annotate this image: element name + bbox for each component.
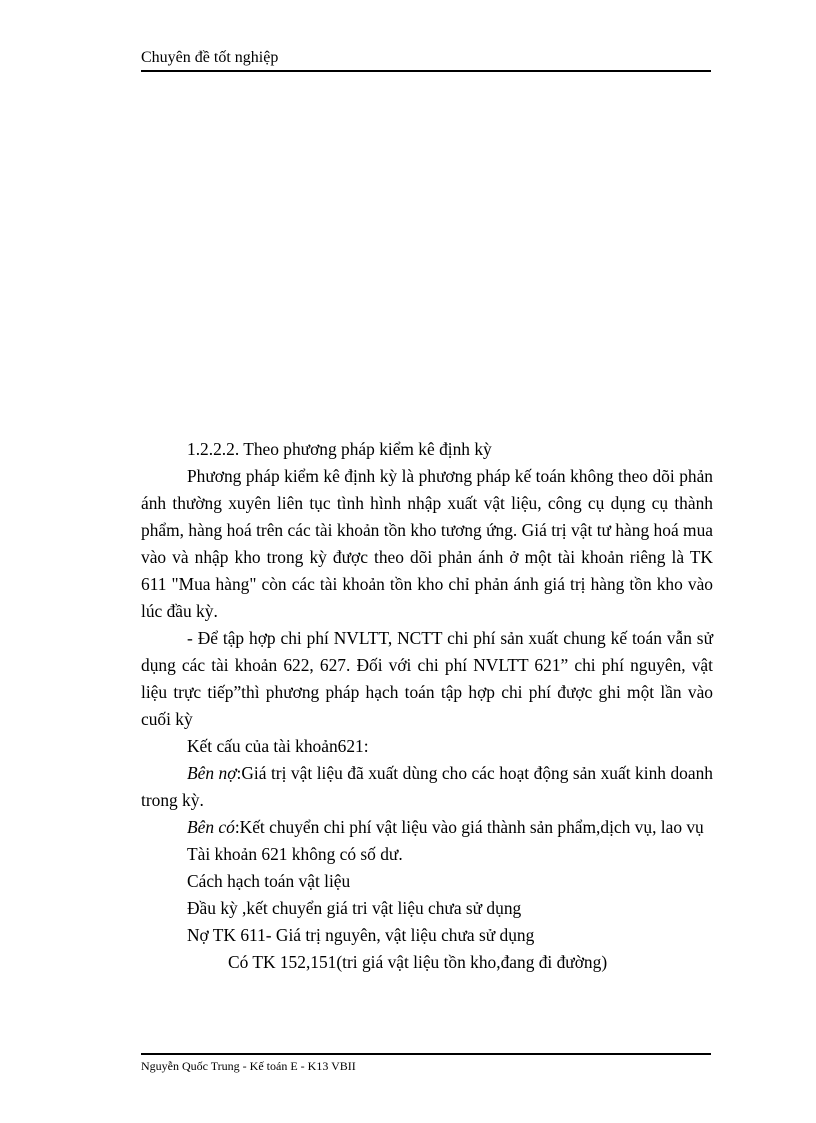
- credit-label: Bên có: [187, 817, 235, 837]
- page-footer: Nguyễn Quốc Trung - Kế toán E - K13 VBII: [141, 1059, 356, 1073]
- accounting-method-title: Cách hạch toán vật liệu: [187, 871, 351, 891]
- paragraph-method-description: Phương pháp kiểm kê định kỳ là phương pháp kế toán không theo dõi phản ánh thường xuyên liên tục tình hình nhập xuất vật liệu, công cụ dụng cụ thành phẩm, hàng hoá trên các tài khoản tồn kho tương ứng. Giá trị vật tư hàng hoá mua vào và nhập kho trong kỳ được theo dõi phản ánh ở một tài khoản riêng là TK 611 "Mua hàng" còn các tài khoản tồn kho chỉ phản ánh giá trị hàng tồn kho vào lúc đầu kỳ.: [141, 466, 713, 621]
- debit-side: [141, 760, 713, 814]
- paragraph-cost-aggregation: - Để tập hợp chi phí NVLTT, NCTT chi phí sản xuất chung kế toán vẫn sử dụng các tài khoản 622, 627. Đối với chi phí NVLTT 621” chi phí nguyên, vật liệu trực tiếp”thì phương pháp hạch toán tập hợp chi phí được ghi một lần vào cuối kỳ: [141, 628, 713, 729]
- no-balance-note: Tài khoản 621 không có số dư.: [187, 844, 403, 864]
- credit-entry: Có TK 152,151(tri giá vật liệu tồn kho,đang đi đường): [228, 952, 608, 972]
- section-heading: 1.2.2.2. Theo phương pháp kiểm kê định kỳ: [187, 439, 492, 459]
- page-header: Chuyên đề tốt nghiệp: [141, 49, 279, 66]
- account-structure-title: Kết cấu của tài khoản621:: [187, 736, 369, 756]
- debit-text: :Giá trị vật liệu đã xuất dùng cho các hoạt động sản xuất kinh doanh trong kỳ.: [141, 763, 713, 810]
- footer-divider: [141, 1053, 711, 1055]
- debit-entry: Nợ TK 611- Giá trị nguyên, vật liệu chưa sử dụng: [187, 925, 535, 945]
- credit-side: [141, 814, 713, 841]
- start-period-entry: Đầu kỳ ,kết chuyển giá tri vật liệu chưa sử dụng: [187, 898, 522, 918]
- credit-text: :Kết chuyển chi phí vật liệu vào giá thành sản phẩm,dịch vụ, lao vụ: [234, 817, 704, 837]
- debit-label: Bên nợ: [187, 763, 237, 783]
- header-divider: [141, 70, 711, 72]
- document-body: [141, 436, 713, 976]
